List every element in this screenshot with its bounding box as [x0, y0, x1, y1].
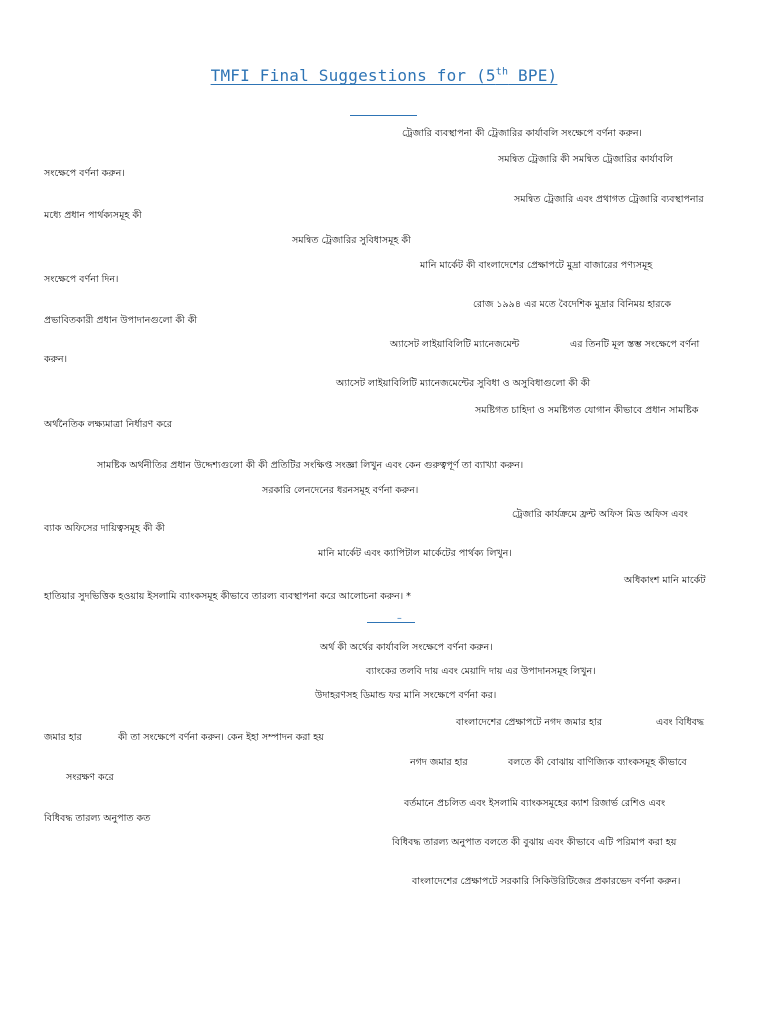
question-line: অ্যাসেট লাইয়াবিলিটি ম্যানেজমেন্টের সুবিধা ও অসুবিধাগুলো কী কী: [336, 378, 591, 389]
question-line: রোজ ১৯৯৪ এর মতে বৈদেশিক মুদ্রার বিনিময় হারকে: [473, 299, 671, 310]
question-line: বিধিবদ্ধ তারল্য অনুপাত কত: [44, 813, 151, 824]
question-line: কী তা সংক্ষেপে বর্ণনা করুন। কেন ইহা সম্পাদন করা হয়: [118, 732, 324, 743]
question-line: নগদ জমার হার: [410, 757, 468, 768]
question-line: হাতিয়ার সুদভিত্তিক হওয়ায় ইসলামি ব্যাংকসমূহ কীভাবে তারল্য ব্যবস্থাপনা করে আলোচনা করুন। *: [44, 591, 411, 602]
page-title: [0, 66, 768, 85]
question-line: ব্যাংকের তলবি দায় এবং মেয়াদি দায় এর উপাদানসমূহ লিখুন।: [366, 666, 596, 677]
question-line: ট্রেজারি ব্যবস্থাপনা কী ট্রেজারির কার্যাবলি সংক্ষেপে বর্ণনা করুন।: [402, 128, 642, 139]
question-line: বাংলাদেশের প্রেক্ষাপটে সরকারি সিকিউরিটিজের প্রকারভেদ বর্ণনা করুন।: [412, 876, 681, 887]
question-line: করুন।: [44, 354, 68, 365]
question-line: অর্থ কী অর্থের কার্যাবলি সংক্ষেপে বর্ণনা করুন।: [320, 642, 493, 653]
question-line: সমষ্টিগত চাহিদা ও সমষ্টিগত যোগান কীভাবে প্রধান সামষ্টিক: [475, 405, 699, 416]
separator-line-1: [350, 115, 417, 116]
question-line: অধিকাংশ মানি মার্কেট: [624, 575, 706, 586]
page-title-superscript: th: [495, 66, 509, 78]
separator-dash: –: [397, 613, 402, 624]
page-title-main: TMFI Final Suggestions for (5: [210, 66, 496, 85]
question-line: সমন্বিত ট্রেজারির সুবিধাসমূহ কী: [292, 235, 411, 246]
question-line: বর্তমানে প্রচলিত এবং ইসলামি ব্যাংকসমূহের ক্যাশ রিজার্ভ রেশিও এবং: [404, 798, 666, 809]
question-line: সংরক্ষণ করে: [66, 772, 114, 783]
question-line: মধ্যে প্রধান পার্থক্যসমূহ কী: [44, 210, 142, 221]
question-line: বলতে কী বোঝায় বাণিজ্যিক ব্যাংকসমূহ কীভাবে: [508, 757, 687, 768]
question-line: প্রভাবিতকারী প্রধান উপাদানগুলো কী কী: [44, 315, 198, 326]
question-line: মানি মার্কেট এবং ক্যাপিটাল মার্কেটের পার্থক্য লিখুন।: [318, 548, 512, 559]
question-line: সরকারি লেনদেনের ধরনসমূহ বর্ণনা করুন।: [262, 485, 419, 496]
question-line: এবং বিধিবদ্ধ: [656, 717, 704, 728]
question-line: বাংলাদেশের প্রেক্ষাপটে নগদ জমার হার: [456, 717, 602, 728]
question-line: সমন্বিত ট্রেজারি কী সমন্বিত ট্রেজারির কার্যাবলি: [498, 154, 673, 165]
page-title-end: BPE): [508, 66, 558, 85]
question-line: সমন্বিত ট্রেজারি এবং প্রথাগত ট্রেজারি ব্যবস্থাপনার: [514, 194, 704, 205]
question-line: সংক্ষেপে বর্ণনা করুন।: [44, 168, 125, 179]
question-line: ব্যাক অফিসের দায়িত্বসমূহ কী কী: [44, 523, 165, 534]
question-line: এর তিনটি মূল স্তম্ভ সংক্ষেপে বর্ণনা: [570, 339, 700, 350]
question-line: বিধিবদ্ধ তারল্য অনুপাত বলতে কী বুঝায় এবং কীভাবে এটি পরিমাপ করা হয়: [392, 837, 677, 848]
question-line: মানি মার্কেট কী বাংলাদেশের প্রেক্ষাপটে মুদ্রা বাজারের পণ্যসমূহ: [420, 260, 653, 271]
question-line: অর্থনৈতিক লক্ষ্যমাত্রা নির্ধারণ করে: [44, 419, 173, 430]
question-line: জমার হার: [44, 732, 82, 743]
question-line: সামষ্টিক অর্থনীতির প্রধান উদ্দেশ্যগুলো কী কী প্রতিটির সংক্ষিপ্ত সংজ্ঞা লিখুন এবং কেন গুরুত্বপূর্ণ তা ব্যাখ্যা করুন।: [97, 460, 524, 471]
question-line: সংক্ষেপে বর্ণনা দিন।: [44, 274, 119, 285]
separator-line-2: [367, 622, 415, 623]
question-line: ট্রেজারি কার্যক্রমে ফ্রন্ট অফিস মিড অফিস এবং: [512, 509, 688, 520]
question-line: উদাহরণসহ ডিমান্ড ফর মানি সংক্ষেপে বর্ণনা কর।: [315, 690, 497, 701]
question-line: অ্যাসেট লাইয়াবিলিটি ম্যানেজমেন্ট: [390, 339, 520, 350]
